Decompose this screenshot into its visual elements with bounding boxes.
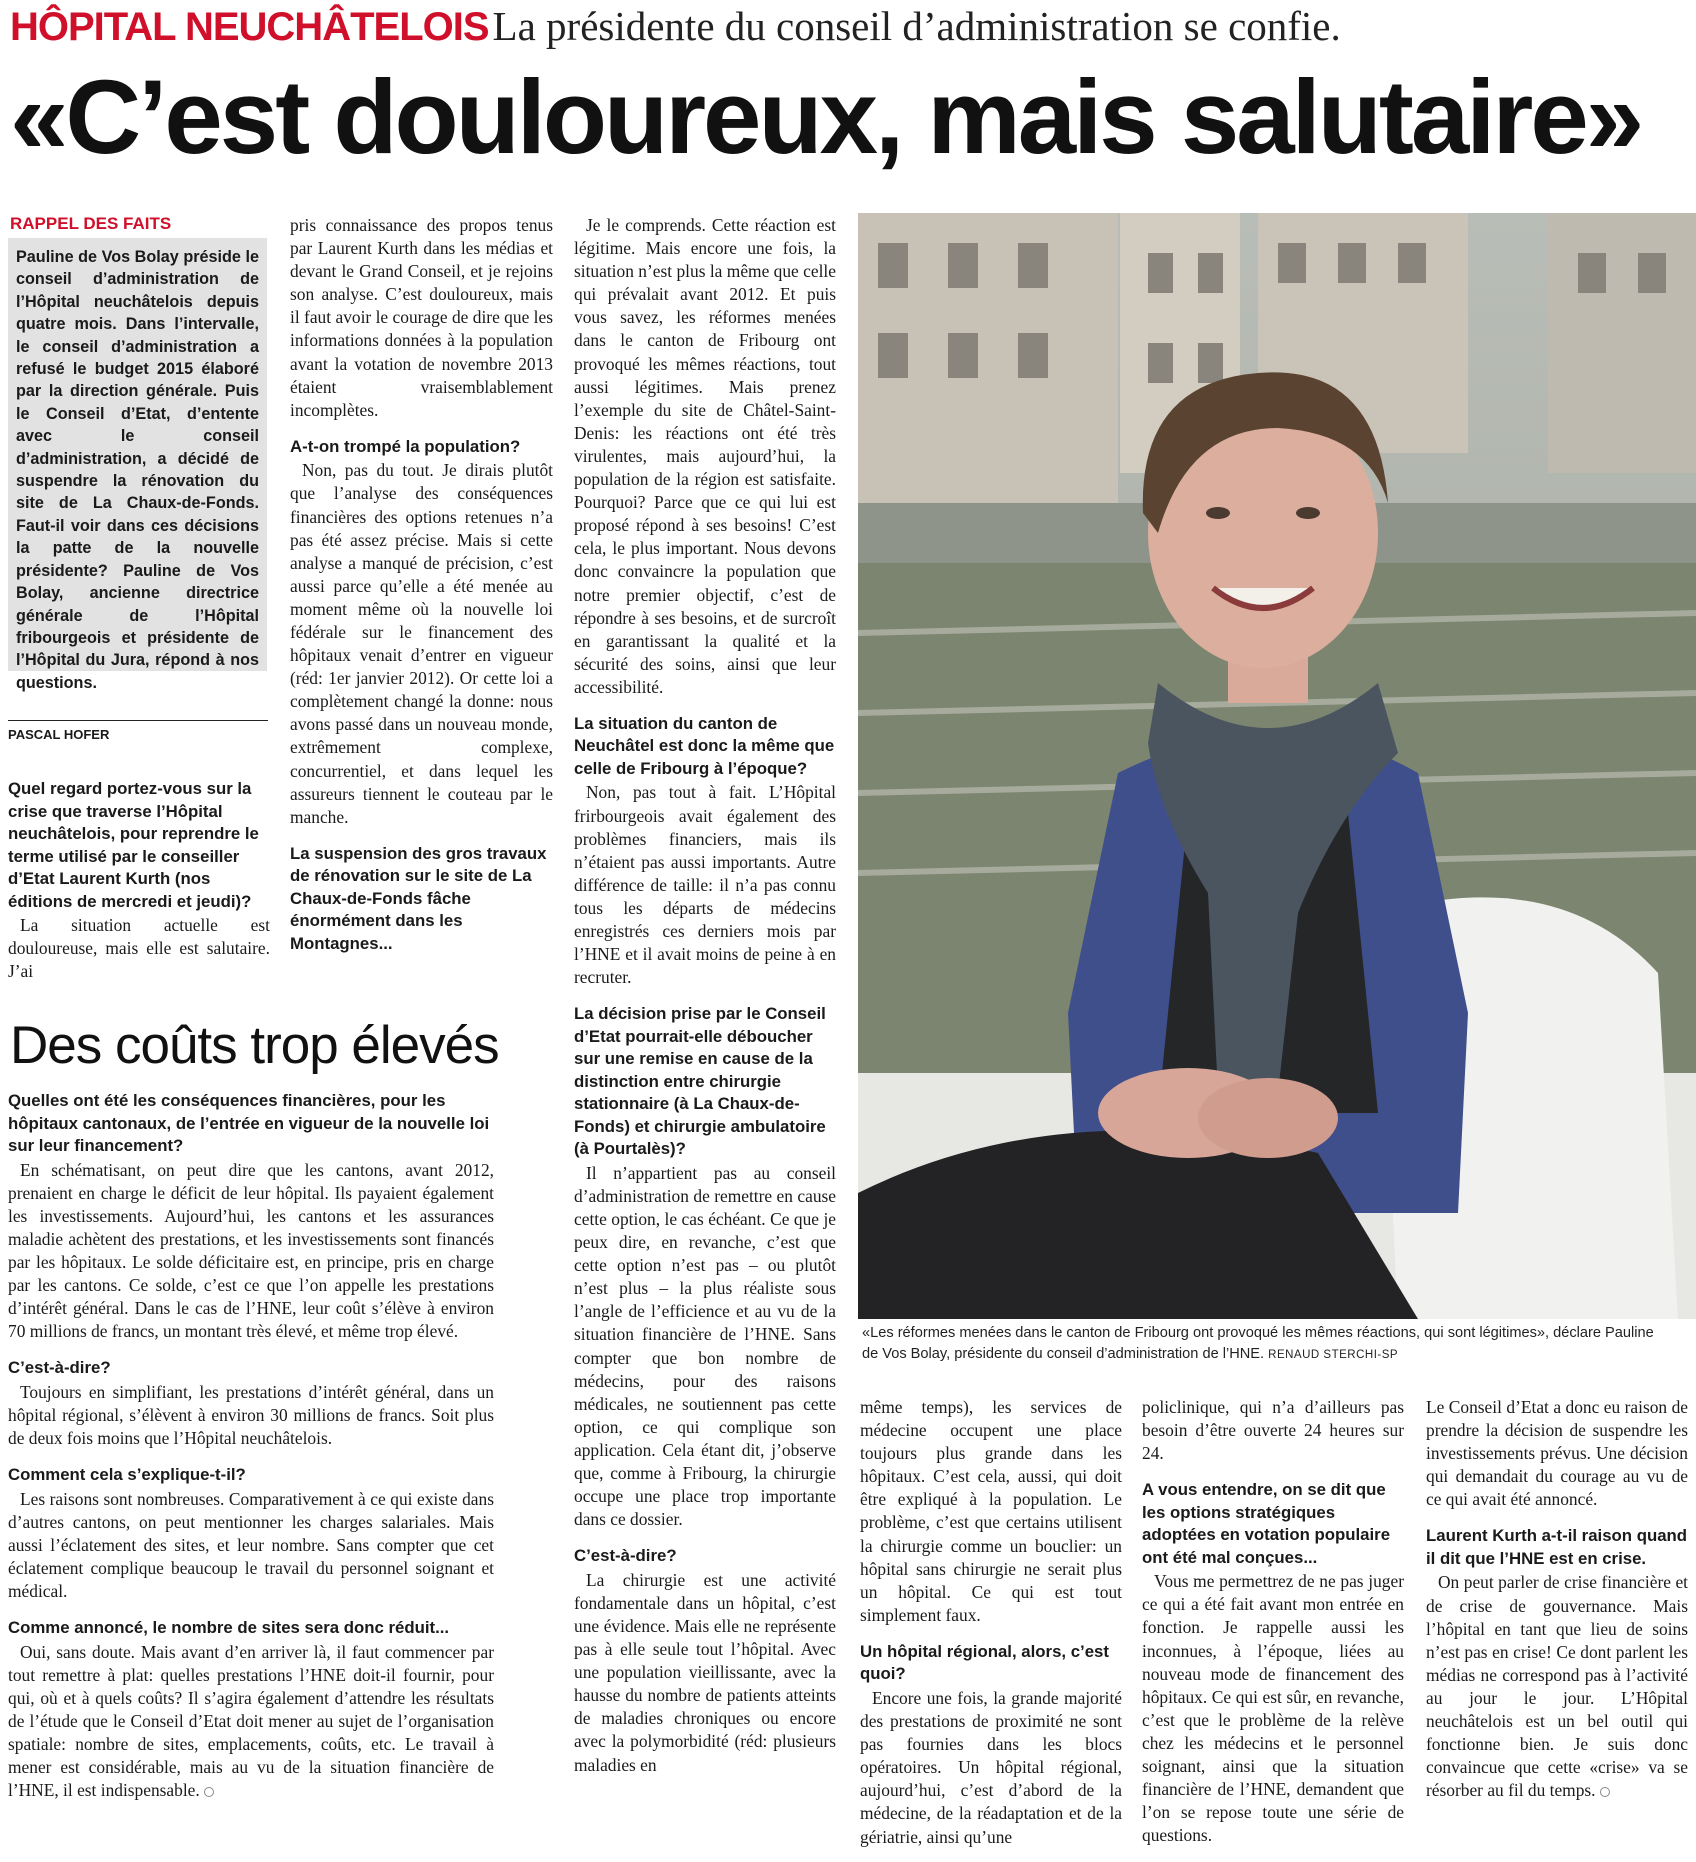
question: La suspension des gros travaux de rénovation sur le site de La Chaux-de-Fonds fâche énormément dans les Montagnes... — [290, 843, 547, 953]
answer: Non, pas du tout. Je dirais plutôt que l’analyse des conséquences financières des options retenues n’a pas été assez précise. Mais si cette analyse a manqué de précision, c’est aussi parce qu’elle a été menée au moment même où la nouvelle loi fédérale sur le financement des hôpitaux venait d’entrer en vigueur (réd: 1er janvier 2012). Or cette loi a complètement changé la donne: nous avons passé dans un nouveau monde, extrêmement complexe, concurrentiel, et dans lequel les assureurs tiennent le couteau par le manche. — [290, 460, 553, 827]
answer: La situation actuelle est douloureuse, mais elle est salutaire. J’ai — [8, 915, 270, 982]
end-mark-icon — [1600, 1787, 1610, 1797]
answer: Non, pas tout à fait. L’Hôpital frirbourgeois avait également des problèmes financiers, mais ils n’étaient pas aussi importants. Autre différence de taille: il n’a pas connu tous les départs de médecins enregistrés ces derniers mois par l’HNE et il avait moins de peine à en recruter. — [574, 782, 836, 988]
answer: Encore une fois, la grande majorité des prestations de proximité ne sont pas fournies dans les blocs opératoires. Un hôpital régional, aujourd’hui, c’est d’abord de la médecine, de la réadaptation et de la gériatrie, ainsi qu’une — [860, 1687, 1122, 1847]
question: A vous entendre, on se dit que les options stratégiques adoptées en votation populaire ont été mal conçues... — [1142, 1480, 1391, 1567]
byline: PASCAL HOFER — [8, 720, 268, 742]
photo-credit: RENAUD STERCHI-SP — [1268, 1349, 1399, 1361]
question: Quelles ont été les conséquences financières, pour les hôpitaux cantonaux, de l’entrée en vigueur de la nouvelle loi sur leur financement? — [8, 1091, 490, 1155]
answer: Il n’appartient pas au conseil d’administration de remettre en cause cette option, le cas échéant. Ce que je peux dire, en revanche, c’est que cette option n’est pas – ou plutôt n’est plus – la plus réaliste sous l’angle de l’efficience et au vu de la situation financière de l’HNE. Sans compter que bon nombre de médecins, pour des raisons médicales, ne soutiennent pas cette option, ce qui complique son application. Cela étant dit, j’observe que, comme à Fribourg, la chirurgie occupe une place trop importante dans ce dossier. — [574, 1162, 836, 1530]
answer: policlinique, qui n’a d’ailleurs pas besoin d’être ouverte 24 heures sur 24. — [1142, 1397, 1404, 1464]
answer: Je le comprends. Cette réaction est légitime. Mais encore une fois, la situation n’est plus la même que celle qui prévalait avant 2012. Et puis vous savez, les réformes menées dans le canton de Fribourg ont provoqué les mêmes réactions, tout aussi légitimes. Mais prenez l’exemple du site de Châtel-Saint-Denis: les réactions ont été très virulentes, mais aujourd’hui, la population de la région est satisfaite. Pourquoi? Parce que ce qui lui est proposé répond à ses besoins! C’est cela, le plus important. Nous devons donc convaincre la population que notre premier objectif, c’est de répondre à ses besoins, et de surcroît en garantissant la qualité et la sécurité des soins, ainsi que leur accessibilité. — [574, 215, 836, 697]
rappel-box — [8, 238, 267, 692]
question: Un hôpital régional, alors, c’est quoi? — [860, 1641, 1109, 1684]
photo-caption — [862, 1323, 1662, 1366]
answer — [1426, 1571, 1688, 1802]
column-3 — [574, 214, 836, 1777]
portrait-photo — [858, 213, 1696, 1319]
question: Comment cela s’explique-t-il? — [8, 1465, 246, 1485]
answer: même temps), les services de médecine occupent une place toujours plus grande dans les hôpitaux. C’est cela, aussi, qui doit être expliqué à la population. Le problème, c’est que certains utilisent la chirurgie comme un bouclier: un hôpital sans chirurgie ne serait plus un hôpital. Ce qui est tout simplement faux. — [860, 1397, 1122, 1625]
end-mark-icon — [204, 1787, 214, 1797]
question: A-t-on trompé la population? — [290, 436, 521, 456]
kicker — [10, 2, 1341, 52]
answer: pris connaissance des propos tenus par Laurent Kurth dans les médias et devant le Grand Conseil, et je rejoins son analyse. C’est douloureux, mais il faut avoir le courage de dire que les informations données à la population avant la votation de novembre 2013 étaient vraisemblablement incomplètes. — [290, 215, 553, 420]
answer: La chirurgie est une activité fondamentale dans un hôpital, c’est une évidence. Mais elle ne représente pas à elle seule tout l’hôpital. Avec une population vieillissante, avec la hausse du nombre de patients atteints de maladies chroniques ou encore avec la polymorbidité (réd: plusieurs maladies en — [574, 1569, 836, 1775]
question: C’est-à-dire? — [574, 1546, 677, 1566]
question: C’est-à-dire? — [8, 1358, 111, 1378]
rappel-text: Pauline de Vos Bolay préside le conseil d’administration de l’Hôpital neuchâtelois depuis quatre mois. Dans l’intervalle, le conseil d’administration a refusé le budget 2015 élaboré par la direction générale. Puis le Conseil d’Etat, d’entente avec le conseil d’administration, a décidé de suspendre la rénovation du site de La Chaux-de-Fonds. Faut-il voir dans ces décisions la patte de la nouvelle présidente? Pauline de Vos Bolay, ancienne directrice générale de l’Hôpital fribourgeois et présidente de l’Hôpital du Jura, répond à nos questions. — [16, 248, 259, 692]
kicker-section: HÔPITAL NEUCHÂTELOIS — [10, 5, 489, 49]
answer: Le Conseil d’Etat a donc eu raison de prendre la décision de suspendre les investissements prévus. Une décision qui demandait du courage au vu de ce qui avait été annoncé. — [1426, 1397, 1688, 1510]
caption-text: «Les réformes menées dans le canton de Fribourg ont provoqué les mêmes réactions, qui sont légitimes», déclare Pauline de Vos Bolay, présidente du conseil d’administration de l’HNE. — [862, 1325, 1654, 1362]
column-2 — [290, 214, 553, 956]
answer: Vous me permettrez de ne pas juger ce qui a été fait avant mon entrée en fonction. Je rappelle aussi les inconnues, à l’époque, liées au nouveau mode de financement des hôpitaux. Ce qui est sûr, en revanche, c’est que le problème de la relève chez les médecins et le personnel soignant, ainsi que la situation financière de l’HNE, demandent que l’on se repose toute une série de questions. — [1142, 1571, 1404, 1846]
answer-text: On peut parler de crise financière et de crise de gouvernance. Mais l’hôpital en tant que lieu de soins n’est pas en crise! Ce dont parlent les médias ne correspond pas à l’activité au jour le jour. L’Hôpital neuchâtelois est un bel outil qui fonctionne bien. Je suis donc convaincue que cette «crise» va se résorber au fil du temps. — [1426, 1572, 1688, 1801]
column-1 — [8, 778, 270, 983]
answer: Toujours en simplifiant, les prestations d’intérêt général, dans un hôpital régional, s’élèvent à environ 30 millions de francs. Soit plus de deux fois moins que l’Hôpital neuchâtelois. — [8, 1381, 494, 1448]
kicker-deck: La présidente du conseil d’administration se confie. — [492, 3, 1341, 49]
question: La situation du canton de Neuchâtel est donc la même que celle de Fribourg à l’époque? — [574, 713, 835, 778]
headline: «C’est douloureux, mais salutaire» — [10, 59, 1642, 176]
column-5 — [1142, 1396, 1404, 1847]
column-6 — [1426, 1396, 1688, 1802]
section-2-body — [8, 1090, 494, 1802]
rappel-label: RAPPEL DES FAITS — [10, 214, 172, 233]
answer: En schématisant, on peut dire que les cantons, avant 2012, prenaient en charge le déficit de leur hôpital. Ils payaient également les investissements. Aujourd’hui, les cantons et les assurances maladie achètent des prestations, et les investissements sont financés par les hôpitaux. Le solde déficitaire est, en principe, pris en charge par les cantons. Ce solde, c’est ce que l’on appelle les prestations d’intérêt général. Dans le cas de l’HNE, leur coût s’élève à environ 70 millions de francs, un montant très élevé, et même trop élevé. — [8, 1159, 494, 1342]
answer: Les raisons sont nombreuses. Comparativement à ce qui existe dans d’autres cantons, on peut mentionner les charges salariales. Mais aussi l’éclatement des sites, et leur nombre. Sans compter que cet éclatement complique beaucoup le travail du personnel soignant et médical. — [8, 1488, 494, 1601]
answer — [8, 1641, 494, 1803]
answer-text: Oui, sans doute. Mais avant d’en arriver là, il faut commencer par tout remettre à plat: quelles prestations l’HNE doit-il fournir, pour qui, où et à quels coûts? Il s’agira également d’attendre les résultats de l’étude que le Conseil d’Etat doit mener au sujet de l’organisation spatiale: nombre de sites, emplacements, coûts, etc. Le travail à mener est considérable, mais au vu de la situation financière de l’HNE, il est indispensable. — [8, 1641, 494, 1801]
question: Quel regard portez-vous sur la crise que traverse l’Hôpital neuchâtelois, pour reprendre le terme utilisé par le conseiller d’Etat Laurent Kurth (nos éditions de mercredi et jeudi)? — [8, 779, 259, 911]
column-4 — [860, 1396, 1122, 1849]
section-title: Des coûts trop élevés — [10, 1016, 499, 1075]
question: La décision prise par le Conseil d’Etat pourrait-elle déboucher sur une remise en cause de la distinction entre chirurgie stationnaire (à La Chaux-de-Fonds) et chirurgie ambulatoire (à Pourtalès)? — [574, 1004, 826, 1159]
question: Comme annoncé, le nombre de sites sera donc réduit... — [8, 1618, 450, 1637]
question: Laurent Kurth a-t-il raison quand il dit que l’HNE est en crise. — [1426, 1526, 1688, 1568]
portrait-illustration — [858, 213, 1696, 1319]
